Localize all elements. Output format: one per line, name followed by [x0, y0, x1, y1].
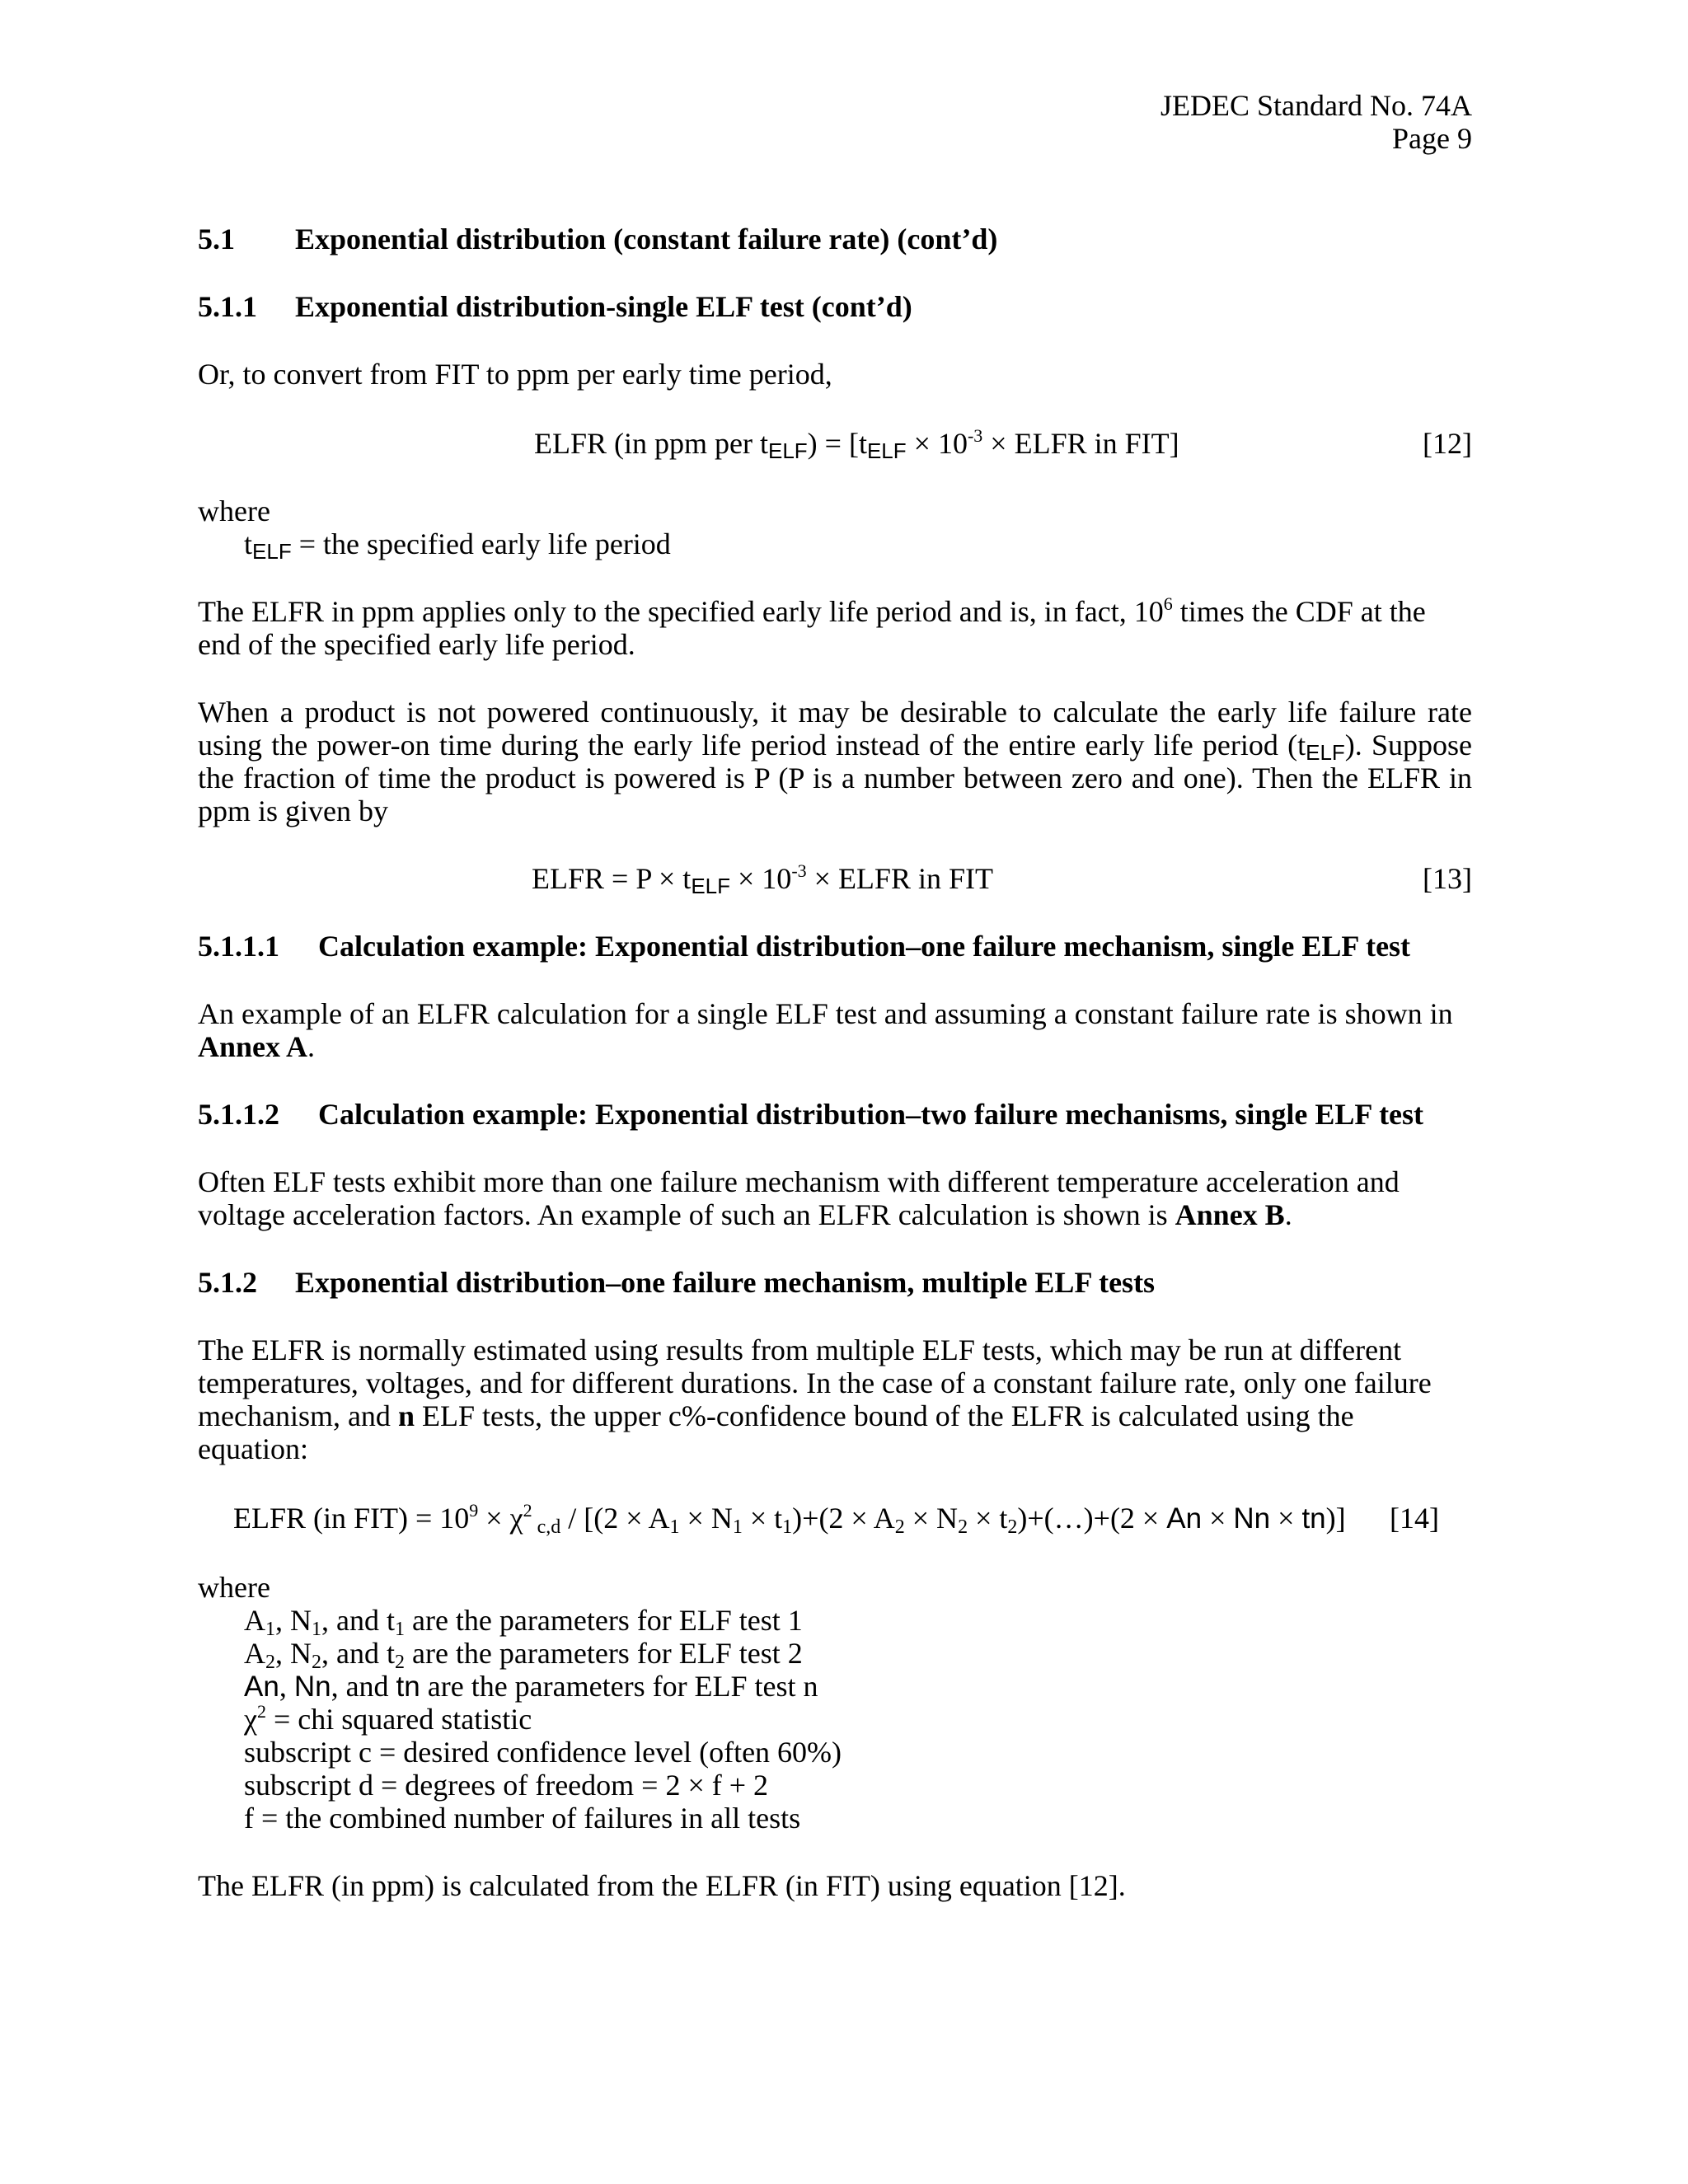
- eq14-chi: × χ: [478, 1502, 523, 1535]
- eq13-exp: -3: [791, 860, 807, 881]
- eq14-exp9: 9: [469, 1500, 479, 1521]
- multi-line3b: ELF tests, the upper c%-confidence bound of the ELFR is calculated using the: [414, 1399, 1354, 1432]
- def2-a: A: [244, 1637, 265, 1670]
- paragraph-multi-line4: equation:: [198, 1432, 308, 1465]
- section-number-5-1-1: 5.1.1: [198, 290, 257, 323]
- def2-s3: 2: [394, 1652, 405, 1673]
- eq14-s2b: 2: [958, 1516, 968, 1538]
- eq12-lhs: ELFR (in ppm per t: [534, 427, 768, 460]
- section-number-5-1-1-1: 5.1.1.1: [198, 930, 279, 963]
- eq14-f: )+(2 × A: [792, 1502, 895, 1535]
- eq12-end: × ELFR in FIT]: [982, 427, 1179, 460]
- eq14-d1: × N: [679, 1502, 733, 1535]
- paragraph-annex-a-line1: An example of an ELFR calculation for a single ELF test and assuming a constant failure rate is shown in: [198, 997, 1453, 1030]
- powered-line1-text: When a product is not powered continuously, it may be desirable to calculate the early life failure rate: [198, 696, 1472, 729]
- equation-14: [233, 1500, 1346, 1538]
- eq14-g: )+(…)+(2 ×: [1017, 1502, 1167, 1535]
- powered-line2a: using the power-on time during the early life period instead of the entire early life period (t: [198, 729, 1306, 762]
- paragraph-ppm-line1: [198, 595, 1426, 628]
- defn-and: , and: [331, 1670, 396, 1703]
- def-t-sub: ELF: [252, 539, 292, 564]
- definition-test-1: [244, 1604, 803, 1640]
- defn-nn: Nn: [293, 1671, 331, 1703]
- defn-text: are the parameters for ELF test n: [420, 1670, 818, 1703]
- eq12-exponent: -3: [967, 425, 983, 446]
- eq14-an: An: [1166, 1502, 1203, 1535]
- defn-tn: tn: [396, 1671, 420, 1703]
- ppm-exponent: 6: [1163, 593, 1173, 614]
- eq14-i: ×: [1270, 1502, 1302, 1535]
- paragraph-annex-b-line2: [198, 1198, 1292, 1231]
- where-label-1: where: [198, 494, 270, 527]
- document-standard-label: JEDEC Standard No. 74A: [1160, 89, 1472, 122]
- equation-13: [532, 860, 993, 898]
- paragraph-multi-line2: temperatures, voltages, and for different durations. In the case of a constant failure rate, only one failure: [198, 1366, 1432, 1399]
- powered-line2-sub: ELF: [1306, 740, 1345, 762]
- eq14-tn: tn: [1301, 1502, 1326, 1535]
- eq14-s1c: 1: [782, 1516, 793, 1538]
- eq14-e1: × t: [742, 1502, 783, 1535]
- def1-text: are the parameters for ELF test 1: [404, 1604, 803, 1637]
- eq13-b: × 10: [730, 862, 792, 895]
- section-number-5-1-1-2: 5.1.1.2: [198, 1098, 279, 1131]
- def2-s1: 2: [265, 1652, 275, 1673]
- def2-s2: 2: [312, 1652, 321, 1673]
- def-chi-exp: 2: [256, 1701, 266, 1722]
- def2-t: , and t: [321, 1637, 395, 1670]
- annex-a-link: Annex A: [198, 1030, 308, 1063]
- def1-s2: 1: [312, 1619, 321, 1640]
- eq14-exp2: 2: [523, 1500, 532, 1521]
- def2-text: are the parameters for ELF test 2: [404, 1637, 803, 1670]
- annex-a-dot: .: [307, 1030, 316, 1063]
- eq12-sub-elf: ELF: [767, 438, 808, 463]
- section-number-5-1-2: 5.1.2: [198, 1266, 257, 1299]
- definition-t-elf: [244, 527, 671, 564]
- eq14-c: / [(2 × A: [560, 1502, 670, 1535]
- section-title-5-1-1-1: Calculation example: Exponential distribution–one failure mechanism, single ELF test: [318, 930, 1411, 963]
- page-number: Page 9: [1392, 122, 1472, 155]
- paragraph-annex-b-line1: Often ELF tests exhibit more than one failure mechanism with different temperature acceleration and: [198, 1165, 1400, 1198]
- def1-n: , N: [275, 1604, 312, 1637]
- definition-test-2: [244, 1637, 803, 1673]
- definition-chi-squared: [244, 1703, 532, 1736]
- eq12-mid1: ) = [t: [807, 427, 867, 460]
- ppm-text-b: times the CDF at the: [1172, 595, 1426, 628]
- where-label-2: where: [198, 1571, 270, 1604]
- eq14-s2c: 2: [1007, 1516, 1018, 1538]
- def-t-text: = the specified early life period: [291, 527, 671, 560]
- eq14-s1a: 1: [669, 1516, 680, 1538]
- paragraph-convert: Or, to convert from FIT to ppm per early time period,: [198, 358, 832, 391]
- definition-test-n: [244, 1670, 818, 1704]
- equation-number-14: [14]: [1390, 1502, 1439, 1535]
- ppm-text-a: The ELFR in ppm applies only to the specified early life period and is, in fact, 10: [198, 595, 1164, 628]
- paragraph-powered-line2: [198, 729, 1472, 762]
- def2-n: , N: [275, 1637, 312, 1670]
- def1-a: A: [244, 1604, 265, 1637]
- equation-number-12: [12]: [1423, 427, 1472, 460]
- paragraph-ppm-line2: end of the specified early life period.: [198, 628, 635, 661]
- defn-an: An: [244, 1671, 279, 1703]
- annex-b-text: voltage acceleration factors. An example of such an ELFR calculation is shown is: [198, 1198, 1175, 1231]
- multi-line3a: mechanism, and: [198, 1399, 398, 1432]
- equation-number-13: [13]: [1423, 862, 1472, 895]
- paragraph-multi-line1: The ELFR is normally estimated using results from multiple ELF tests, which may be run at different: [198, 1333, 1402, 1366]
- eq14-sub-cd: c,d: [532, 1516, 561, 1538]
- eq12-mid2: × 10: [906, 427, 968, 460]
- paragraph-powered-line4: ppm is given by: [198, 794, 388, 827]
- eq14-nn: Nn: [1233, 1502, 1271, 1535]
- paragraph-final: The ELFR (in ppm) is calculated from the ELFR (in FIT) using equation [12].: [198, 1869, 1126, 1902]
- def1-t: , and t: [321, 1604, 395, 1637]
- section-title-5-1: Exponential distribution (constant failure rate) (cont’d): [295, 223, 998, 255]
- paragraph-annex-a-line2: [198, 1030, 315, 1063]
- eq13-c: × ELFR in FIT: [806, 862, 993, 895]
- def1-s1: 1: [265, 1619, 275, 1640]
- section-title-5-1-2: Exponential distribution–one failure mechanism, multiple ELF tests: [295, 1266, 1156, 1299]
- eq14-d2: × N: [904, 1502, 959, 1535]
- section-title-5-1-1: Exponential distribution-single ELF test (cont’d): [295, 290, 912, 323]
- eq13-a: ELFR = P × t: [532, 862, 692, 895]
- def-t: t: [244, 527, 253, 560]
- def-chi: χ: [244, 1703, 257, 1736]
- paragraph-powered-line1: [198, 696, 1472, 729]
- definition-subscript-d: subscript d = degrees of freedom = 2 × f + 2: [244, 1769, 769, 1802]
- eq14-e2: × t: [968, 1502, 1008, 1535]
- section-title-5-1-1-2: Calculation example: Exponential distribution–two failure mechanisms, single ELF test: [318, 1098, 1424, 1131]
- eq14-a: ELFR (in FIT) = 10: [233, 1502, 470, 1535]
- def-chi-text: = chi squared statistic: [265, 1703, 532, 1736]
- equation-12: [534, 425, 1179, 463]
- def1-s3: 1: [394, 1619, 405, 1640]
- powered-line2b: ). Suppose: [1344, 729, 1472, 762]
- definition-subscript-c: subscript c = desired confidence level (often 60%): [244, 1736, 842, 1769]
- eq14-j: )]: [1325, 1502, 1346, 1535]
- paragraph-multi-line3: [198, 1399, 1354, 1432]
- eq14-s2a: 2: [894, 1516, 905, 1538]
- annex-b-link: Annex B: [1175, 1198, 1285, 1231]
- section-number-5-1: 5.1: [198, 223, 235, 255]
- defn-comma: ,: [279, 1670, 294, 1703]
- paragraph-powered-line3: [198, 762, 1472, 794]
- annex-b-dot: .: [1284, 1198, 1292, 1231]
- eq14-s1b: 1: [732, 1516, 743, 1538]
- eq12-sub-elf-2: ELF: [866, 438, 907, 463]
- multi-n: n: [397, 1399, 415, 1432]
- definition-f: f = the combined number of failures in all tests: [244, 1802, 801, 1835]
- eq13-sub: ELF: [691, 874, 730, 898]
- powered-line3-text: the fraction of time the product is powered is P (P is a number between zero and one). Then the ELFR in: [198, 762, 1472, 794]
- eq14-h: ×: [1202, 1502, 1234, 1535]
